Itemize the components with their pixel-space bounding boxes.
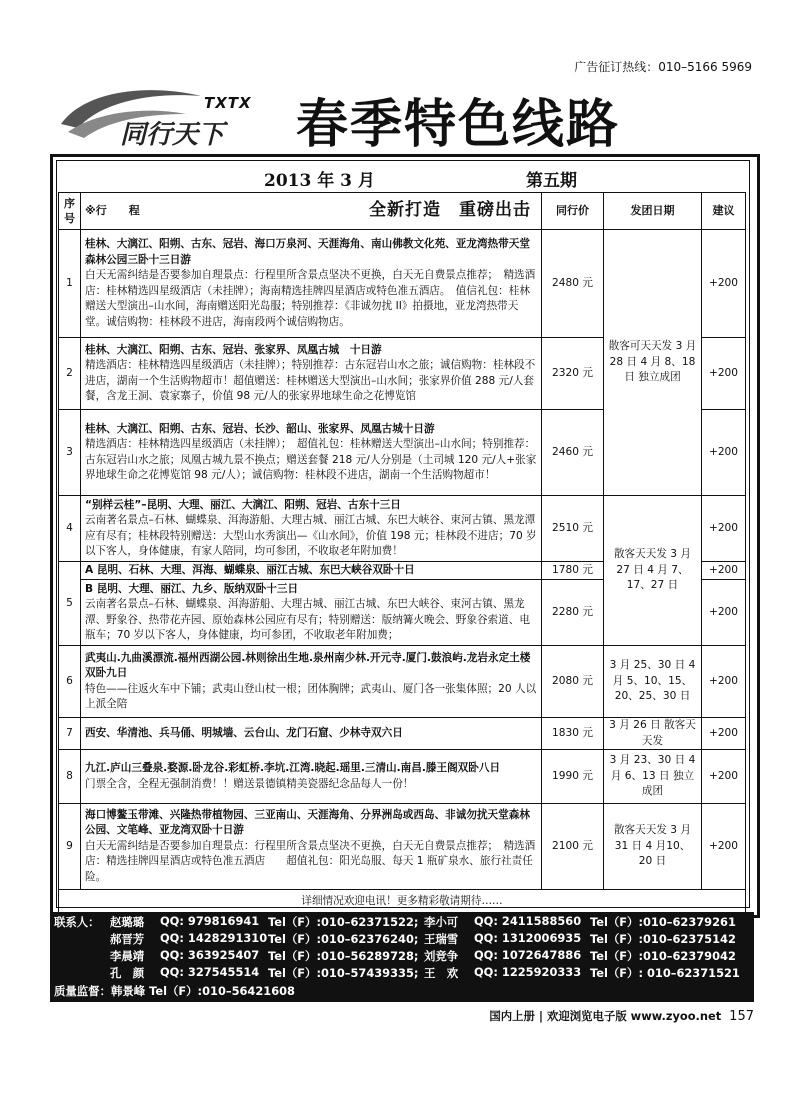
dates-cell: 散客天天发 3 月 27 日 4 月 7、17、27 日 [604, 496, 702, 646]
route-cell [81, 410, 542, 496]
contact-tel[interactable]: Tel（F）:010–62379261 [590, 915, 736, 929]
route-cell [81, 804, 542, 890]
route-title: A 昆明、石林、大理、洱海、蝴蝶泉、丽江古城、东巴大峡谷双卧十日 [85, 563, 415, 576]
suggest-cell: +200 [702, 804, 746, 890]
price-cell: 1780 元 [542, 562, 604, 580]
contact-name: 王 欢 [424, 966, 459, 980]
dates-cell: 3 月 26 日 散客天天发 [604, 718, 702, 750]
price-cell: 2280 元 [542, 580, 604, 646]
contact-name: 孔 颜 [110, 966, 145, 980]
table-footer-row [59, 890, 746, 914]
logo-abbr: TXTX [204, 94, 252, 112]
row-no: 9 [59, 804, 81, 890]
logo [56, 84, 286, 150]
suggest-cell: +200 [702, 750, 746, 804]
suggest-cell: +200 [702, 230, 746, 338]
header-no: 序号 [59, 193, 81, 230]
contact-name: 赵璐璐 [110, 915, 145, 929]
contact-tel[interactable]: Tel（F）:010–57439335; [268, 966, 419, 980]
row-no: 2 [59, 338, 81, 410]
dates-cell: 散客可天天发 3 月 28 日 4 月 8、18 日 独立成团 [604, 230, 702, 496]
contact-tel[interactable]: Tel（F）:010–56289728; [268, 949, 419, 963]
table-row [59, 804, 746, 890]
route-title: B 昆明、大理、丽江、九乡、版纳双卧十三日 [85, 582, 299, 595]
route-cell [81, 646, 542, 718]
route-desc: 精选酒店：桂林精选四星级酒店（未挂牌）； 超值礼包：桂林赠送大型演出–山水间；特别推荐：古东冠岩山水之旅；凤凰古城九景不换点；赠送套餐 218 元/人分别是（土司城 120 元/人+张家界地球生命之花博览馆 98 元/人）；诚信购物：桂林段不进店，湖南一个生活购物超市！ [85, 438, 537, 481]
route-desc: 云南著名景点–石林、蝴蝶泉、洱海游船、大理古城、丽江古城、东巴大峡谷、束河古镇、黑龙潭应有尽有；桂林段特别赠送：大型山水秀演出—《山水间》，价值 198 元；桂林段不进店；70 岁以下客人，身体健康，有家人陪同，均可参团，不收取老年附加费！ [85, 514, 537, 557]
ad-hotline: 广告征订热线：010–5166 5969 [574, 60, 752, 74]
suggest-cell: +200 [702, 496, 746, 562]
route-title: 海口博鳌玉带滩、兴隆热带植物园、三亚南山、天涯海角、分界洲岛或西岛、非诚勿扰天堂森林公园、文笔峰、亚龙湾双卧十日游 [85, 808, 530, 837]
contact-name: 刘竞争 [424, 949, 459, 963]
route-cell [81, 580, 542, 646]
routes-table [58, 192, 746, 914]
route-title: 西安、华清池、兵马俑、明城墙、云台山、龙门石窟、少林寺双六日 [85, 726, 403, 739]
route-title: 九江.庐山三叠泉.婺源.卧龙谷.彩虹桥.李坑.江湾.晓起.瑶里.三清山.南昌.滕王阁双卧八日 [85, 762, 501, 774]
price-cell: 1990 元 [542, 750, 604, 804]
table-row [59, 230, 746, 338]
route-title: “别样云桂”–昆明、大理、丽江、大漓江、阳朔、冠岩、古东十三日 [85, 498, 401, 511]
suggest-cell: +200 [702, 562, 746, 580]
table-row [59, 646, 746, 718]
issue-date: 2013 年 3 月 [264, 171, 375, 191]
row-no: 5 [59, 562, 81, 646]
header-price: 同行价 [542, 193, 604, 230]
row-no: 3 [59, 410, 81, 496]
table-header [59, 193, 746, 230]
price-cell: 2100 元 [542, 804, 604, 890]
price-cell: 2080 元 [542, 646, 604, 718]
route-desc: 特色——往返火车中下铺；武夷山登山杖一根；团体胸牌；武夷山、厦门各一张集体照；20 人以上派全陪 [85, 682, 537, 710]
contact-qq[interactable]: QQ: 979816941 [160, 914, 260, 928]
supervisor[interactable]: 质量监督：韩景峰 Tel（F）:010–56421608 [54, 984, 295, 998]
price-cell: 2320 元 [542, 338, 604, 410]
contact-tel[interactable]: Tel（F）:010–62371522; [268, 915, 419, 929]
contact-qq[interactable]: QQ: 1428291310 [160, 931, 268, 945]
row-no: 7 [59, 718, 81, 750]
route-title: 武夷山.九曲溪漂流.福州西湖公园.林则徐出生地.泉州南少林.开元寺.厦门.鼓浪屿.龙岩永定土楼双卧九日 [85, 651, 531, 679]
dates-cell: 3 月 25、30 日 4 月 5、10、15、20、25、30 日 [604, 646, 702, 718]
price-cell: 2480 元 [542, 230, 604, 338]
contact-tel[interactable]: Tel（F）: 010–62371521 [590, 966, 740, 980]
route-title: 桂林、大漓江、阳朔、古东、冠岩、长沙、韶山、张家界、凤凰古城十日游 [85, 422, 435, 435]
contacts-bar [50, 912, 754, 1002]
contact-qq[interactable]: QQ: 1225920333 [474, 965, 582, 979]
price-cell: 2510 元 [542, 496, 604, 562]
contact-tel[interactable]: Tel（F）:010–62379042 [590, 949, 736, 963]
suggest-cell: +200 [702, 410, 746, 496]
slogan: 全新打造 重磅出击 [369, 200, 531, 221]
row-no: 8 [59, 750, 81, 804]
suggest-cell: +200 [702, 646, 746, 718]
route-desc: 白天无需纠结是否要参加自理景点：行程里所含景点坚决不更换，白天无自费景点推荐； 精选酒店：桂林精选四星级酒店（未挂牌）；海南精选挂牌四星酒店或特色准五酒店。 值信礼包：桂林赠送大型演出–山水间，海南赠送阳光岛服；特别推荐：《非诚勿扰 II》拍摄地，亚龙湾热带天堂。诚信购物：桂林段不进店，海南段两个诚信购物店。 [85, 269, 536, 328]
route-cell [81, 496, 542, 562]
price-cell: 1830 元 [542, 718, 604, 750]
row-no: 1 [59, 230, 81, 338]
price-cell: 2460 元 [542, 410, 604, 496]
route-cell [81, 718, 542, 750]
header-dates: 发团日期 [604, 193, 702, 230]
suggest-cell: +200 [702, 718, 746, 750]
page-title: 春季特色线路 [296, 94, 621, 155]
route-cell [81, 338, 542, 410]
header-route [81, 193, 542, 230]
route-cell [81, 562, 542, 580]
contact-qq[interactable]: QQ: 363925407 [160, 948, 260, 962]
route-desc: 门票全含，全程无强制消费！！赠送景德镇精美瓷器纪念品每人一份！ [85, 777, 414, 790]
row-no: 4 [59, 496, 81, 562]
contact-name: 王瑞雪 [424, 932, 459, 946]
contact-qq[interactable]: QQ: 1072647886 [474, 948, 582, 962]
dates-cell: 散客天天发 3 月 31 日 4 月10、20 日 [604, 804, 702, 890]
logo-brand: 同行天下 [120, 120, 225, 150]
page-footer [0, 1008, 754, 1024]
route-title: 桂林、大漓江、阳朔、古东、冠岩、张家界、凤凰古城 十日游 [85, 343, 382, 356]
route-cell [81, 230, 542, 338]
table-row [59, 718, 746, 750]
contact-tel[interactable]: Tel（F）:010–62375142 [590, 932, 736, 946]
contact-qq[interactable]: QQ: 2411588560 [474, 914, 582, 928]
table-footer-note: 详细情况欢迎电讯！更多精彩敬请期待…… [59, 890, 746, 914]
header-route-label: ※行 程 [85, 204, 140, 218]
page-number: 157 [729, 1009, 754, 1024]
contact-name: 李晨靖 [110, 949, 145, 963]
footer-text[interactable]: 国内上册 | 欢迎浏览电子版 www.zyoo.net [489, 1009, 722, 1023]
contacts-label: 联系人： [54, 915, 100, 929]
route-title: 桂林、大漓江、阳朔、古东、冠岩、海口万泉河、天涯海角、南山佛教文化苑、亚龙湾热带天堂森林公园三卧十三日游 [85, 238, 530, 266]
issue-bar [56, 164, 748, 192]
contact-qq[interactable]: QQ: 1312006935 [474, 931, 582, 945]
contact-name: 郝晋芳 [110, 932, 145, 946]
table-row [59, 496, 746, 562]
contact-name: 李小可 [424, 915, 459, 929]
table-row [59, 750, 746, 804]
route-desc: 白天无需纠结是否要参加自理景点：行程里所含景点坚决不更换，白天无自费景点推荐； 精选酒店：精选挂牌四星酒店或特色准五酒店 超值礼包：阳光岛服、每天 1 瓶矿泉水、旅行社责任险。 [85, 839, 536, 883]
row-no: 6 [59, 646, 81, 718]
route-desc: 云南著名景点–石林、蝴蝶泉、洱海游船、大理古城、丽江古城、东巴大峡谷、束河古镇、黑龙潭、野象谷、热带花卉园、原始森林公园应有尽有；特别赠送：版纳篝火晚会、野象谷索道、电瓶车；70 岁以下客人，身体健康，均可参团，不收取老年附加费； [85, 598, 530, 641]
suggest-cell: +200 [702, 580, 746, 646]
header-suggest: 建议 [702, 193, 746, 230]
route-cell [81, 750, 542, 804]
dates-cell: 3 月 23、30 日 4 月 6、13 日 独立成团 [604, 750, 702, 804]
issue-period: 第五期 [526, 171, 577, 191]
suggest-cell: +200 [702, 338, 746, 410]
route-desc: 精选酒店：桂林精选四星级酒店（未挂牌）；特别推荐：古东冠岩山水之旅；诚信购物：桂林段不进店，湖南一个生活购物超市！超值赠送：桂林赠送大型演出–山水间；张家界价值 288 元/人套餐，含龙王洞、袁家寨子，价值 98 元/人的张家界地球生命之花博览馆 [85, 359, 536, 402]
contact-tel[interactable]: Tel（F）:010–62376240; [268, 932, 419, 946]
contact-qq[interactable]: QQ: 327545514 [160, 965, 260, 979]
